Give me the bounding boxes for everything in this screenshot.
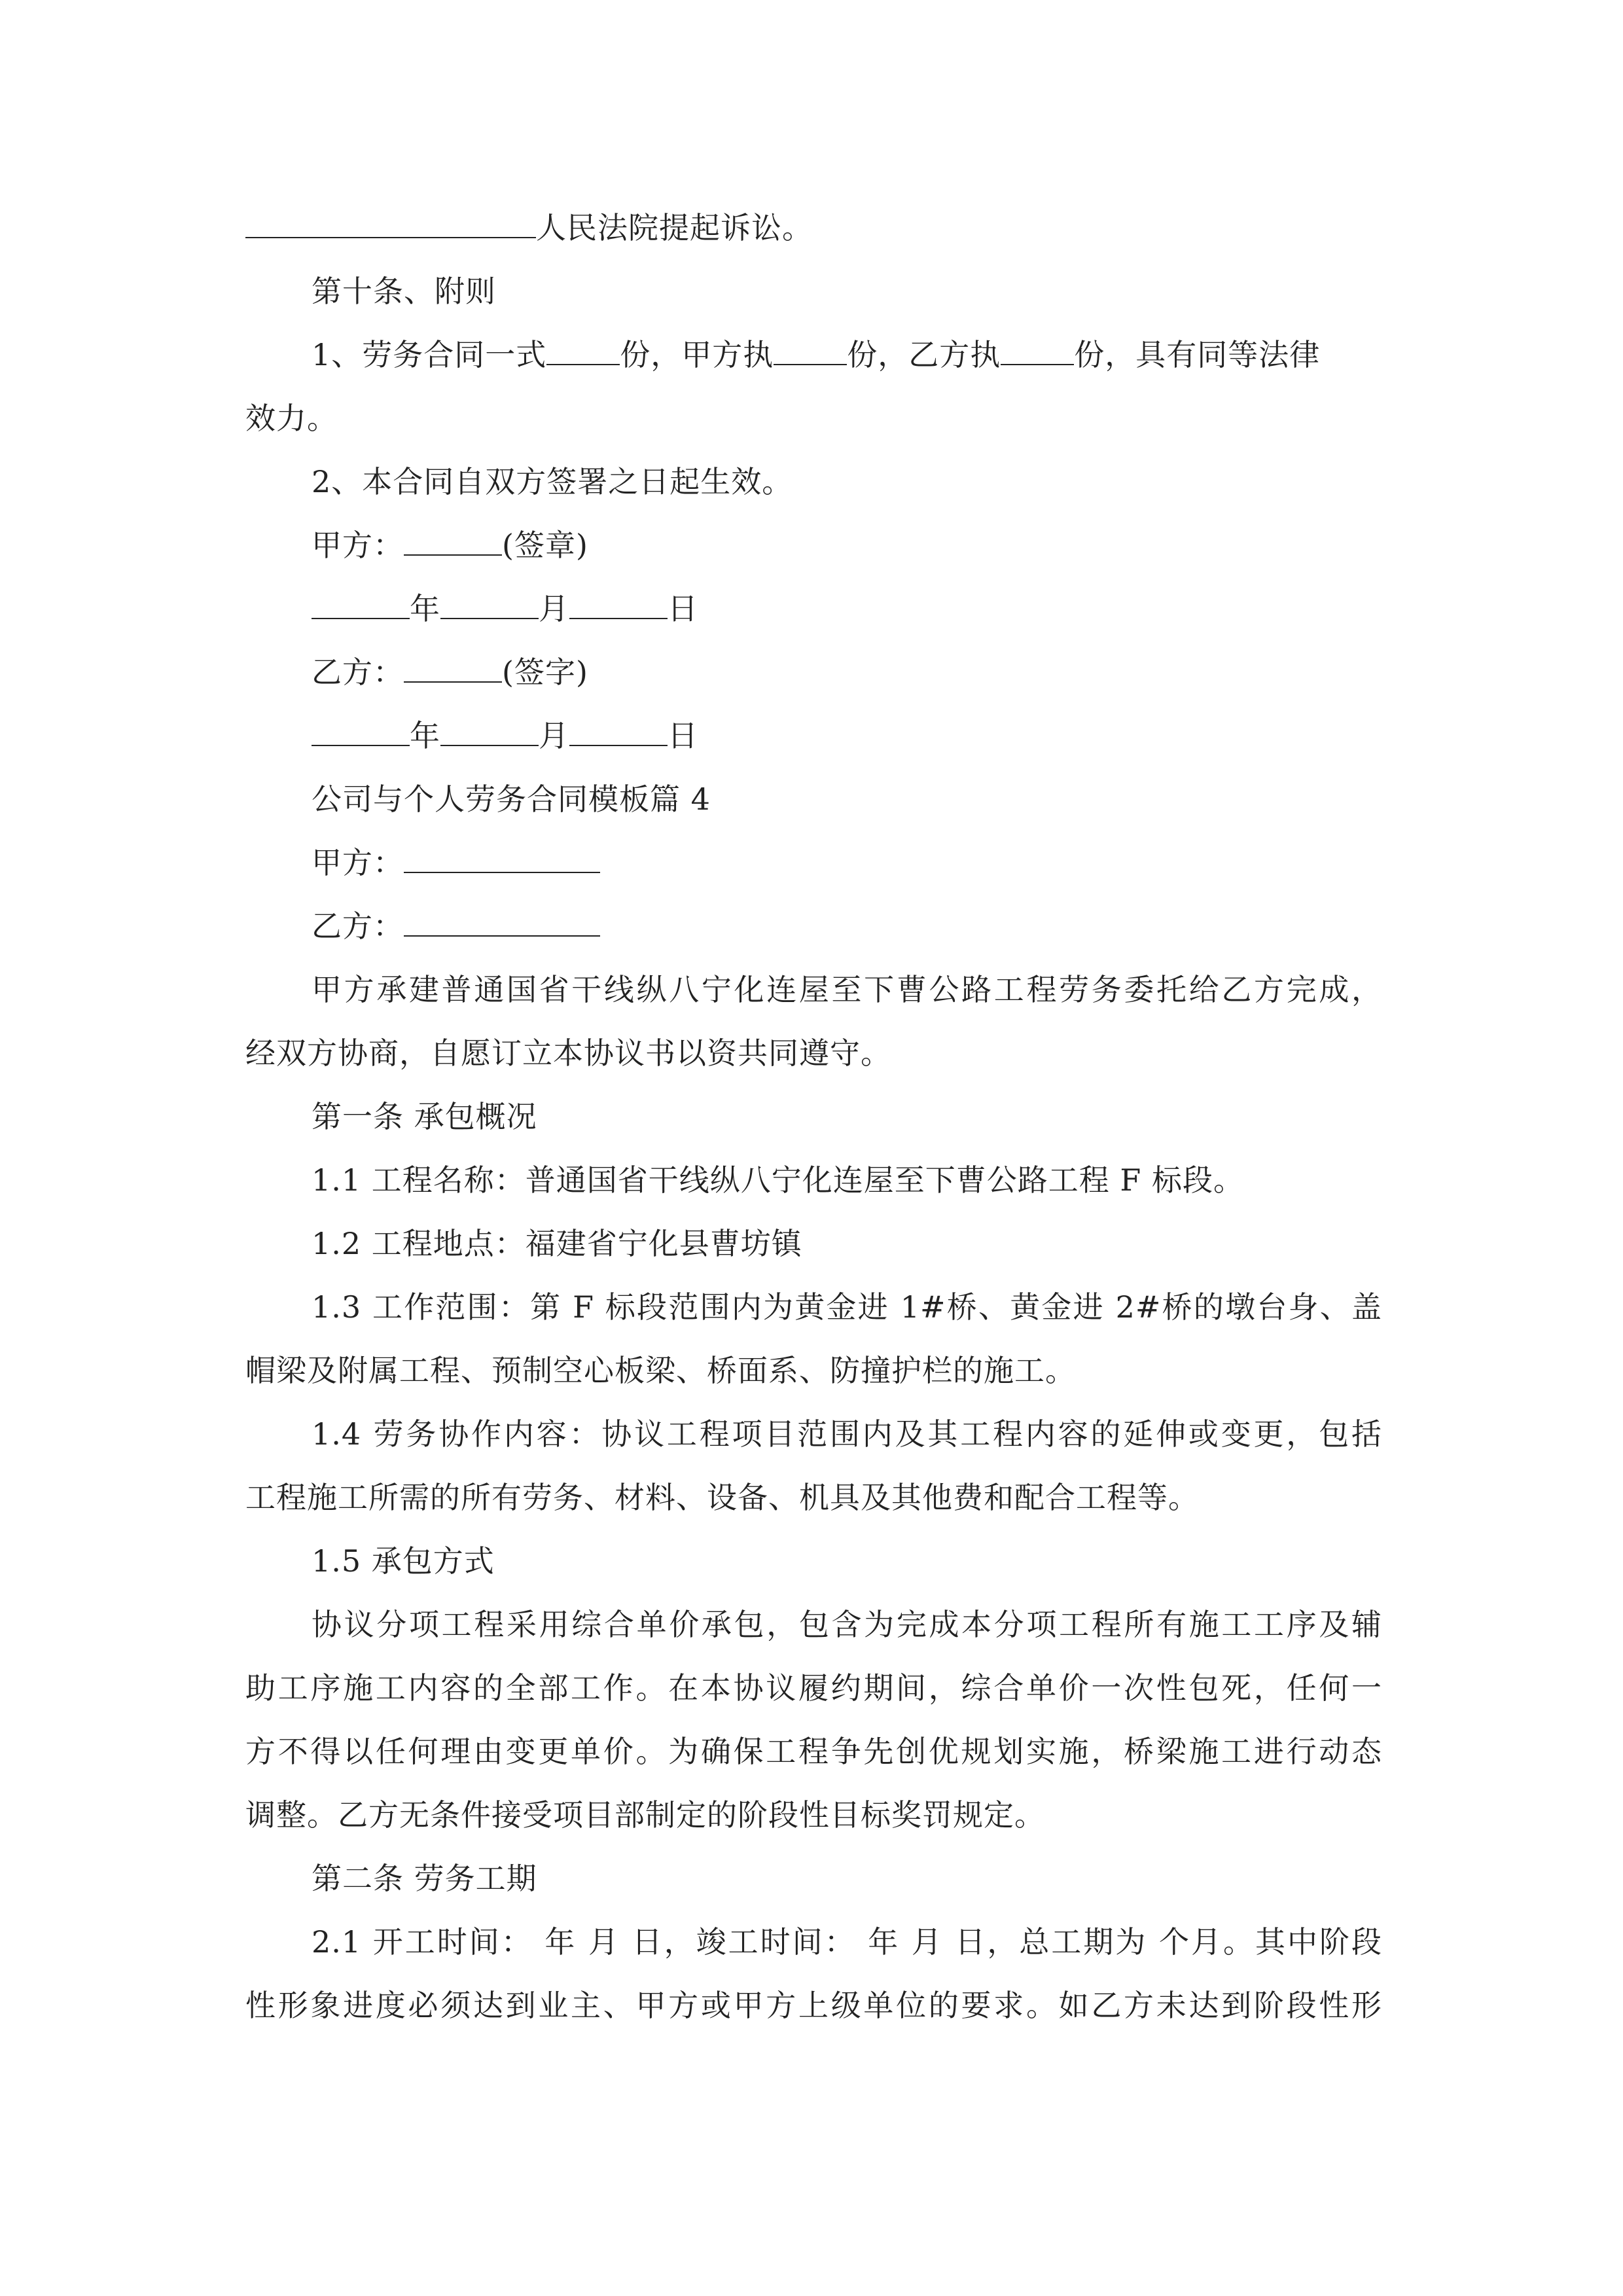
blank-day	[569, 719, 668, 746]
copies-line: 1、劳务合同一式 份，甲方执 份，乙方执 份，具有同等法律	[312, 337, 1321, 372]
effective-clause: 2、本合同自双方签署之日起生效。	[312, 464, 793, 499]
blank-total-copies	[546, 338, 620, 365]
paragraph-line: 帽梁及附属工程、预制空心板梁、桥面系、防撞护栏的施工。	[245, 1353, 1076, 1388]
blank-party-b-signature	[404, 655, 502, 683]
section-heading-1: 第一条 承包概况	[312, 1099, 537, 1134]
paragraph-line: 性形象进度必须达到业主、甲方或甲方上级单位的要求。如乙方未达到阶段性形	[245, 1988, 1382, 2023]
blank-year	[312, 592, 410, 619]
section-heading-2: 第二条 劳务工期	[312, 1861, 537, 1896]
paragraph-line: 甲方承建普通国省干线纵八宁化连屋至下曹公路工程劳务委托给乙方完成，	[312, 972, 1382, 1007]
party-a-signature-line: 甲方： (签章)	[312, 528, 588, 563]
paragraph-line: 方不得以任何理由变更单价。为确保工程争先创优规划实施，桥梁施工进行动态	[245, 1734, 1382, 1769]
paragraph-line: 助工序施工内容的全部工作。在本协议履约期间，综合单价一次性包死，任何一	[245, 1670, 1382, 1706]
court-text: 人民法院提起诉讼。	[536, 210, 813, 245]
blank-party-a-name	[404, 846, 600, 873]
blank-party-b-copies	[1001, 338, 1074, 365]
blank-month	[440, 592, 539, 619]
template-title: 公司与个人劳务合同模板篇 4	[312, 781, 711, 817]
date-line-b: 年 月 日	[312, 717, 698, 754]
paragraph-line: 协议分项工程采用综合单价承包，包含为完成本分项工程所有施工工序及辅	[312, 1607, 1382, 1642]
paragraph-line: 1.3 工作范围：第 F 标段范围内为黄金进 1#桥、黄金进 2#桥的墩台身、盖	[312, 1289, 1382, 1325]
party-b-signature-line: 乙方： (签字)	[312, 655, 588, 690]
paragraph-line: 经双方协商，自愿订立本协议书以资共同遵守。	[245, 1035, 891, 1071]
blank-month	[440, 719, 539, 746]
paragraph-line: 效力。	[245, 401, 338, 436]
section-heading-10: 第十条、附则	[312, 274, 496, 309]
paragraph-line: 1.1 工程名称：普通国省干线纵八宁化连屋至下曹公路工程 F 标段。	[312, 1162, 1244, 1198]
court-line	[245, 209, 813, 246]
blank-party-b-name	[404, 909, 600, 937]
subsection-heading: 1.5 承包方式	[312, 1543, 495, 1579]
paragraph-line: 1.2 工程地点：福建省宁化县曹坊镇	[312, 1226, 802, 1261]
paragraph-line: 2.1 开工时间： 年 月 日，竣工时间： 年 月 日，总工期为 个月。其中阶段	[312, 1924, 1382, 1960]
blank-year	[312, 719, 410, 746]
blank-day	[569, 592, 668, 619]
blank-party-a-signature	[404, 528, 502, 556]
party-a-line: 甲方：	[312, 844, 600, 881]
blank-court	[245, 211, 536, 238]
paragraph-line: 1.4 劳务协作内容：协议工程项目范围内及其工程内容的延伸或变更，包括	[312, 1416, 1382, 1452]
party-b-line: 乙方：	[312, 908, 600, 944]
paragraph-line: 工程施工所需的所有劳务、材料、设备、机具及其他费和配合工程等。	[245, 1480, 1199, 1515]
date-line-a: 年 月 日	[312, 590, 698, 627]
paragraph-line: 调整。乙方无条件接受项目部制定的阶段性目标奖罚规定。	[245, 1797, 1045, 1833]
blank-party-a-copies	[774, 338, 847, 365]
